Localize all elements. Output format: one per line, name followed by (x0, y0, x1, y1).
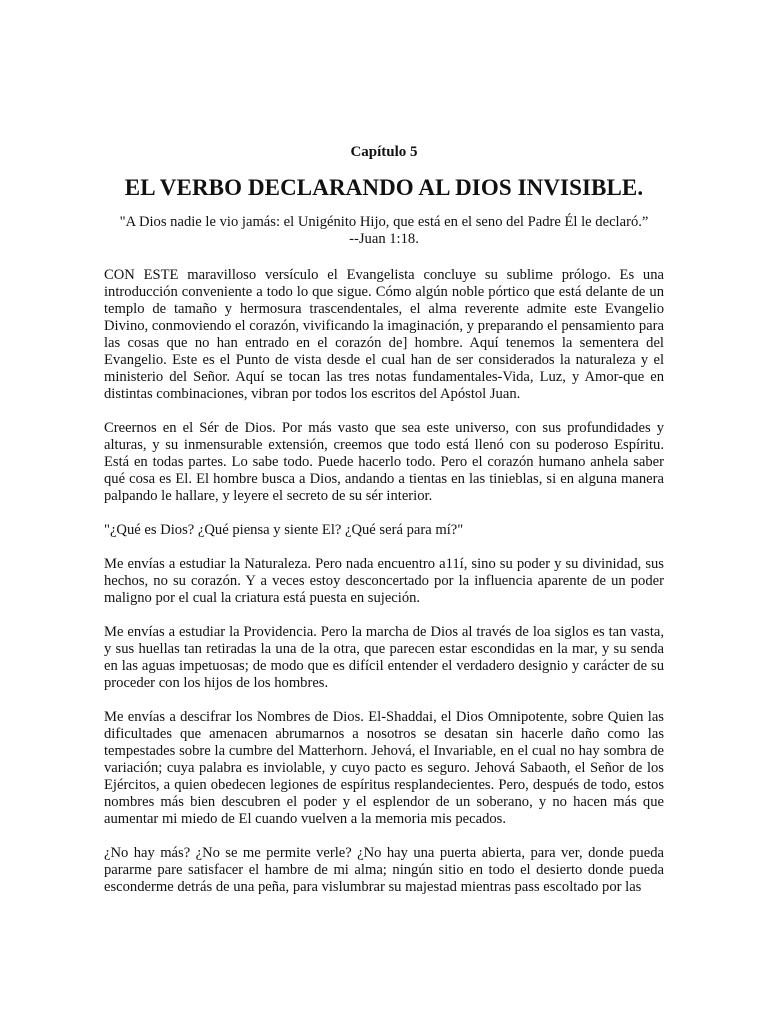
paragraph-2: Creernos en el Sér de Dios. Por más vasto que sea este universo, con sus profundidades y alturas, y su inmensurable extensión, creemos que todo está llenó con su poderoso Espíritu. Está en todas partes. Lo sabe todo. Puede hacerlo todo. Pero el corazón humano anhela saber qué cosa es El. El hombre busca a Dios, andando a tientas en las tinieblas, si en alguna manera palpando le hallare, y leyere el secreto de su sér interior. (104, 420, 664, 504)
paragraph-4: Me envías a estudiar la Naturaleza. Pero nada encuentro a11í, sino su poder y su divinidad, sus hechos, no su corazón. Y a veces estoy desconcertado por la influencia aparente de un poder maligno por el cual la criatura está puesta en sujeción. (104, 556, 664, 606)
chapter-title: EL VERBO DECLARANDO AL DIOS INVISIBLE. (124, 175, 644, 200)
paragraph-6: Me envías a descifrar los Nombres de Dios. El-Shaddai, el Dios Omnipotente, sobre Quien las dificultades que amenacen abrumarnos a nosotros se desatan sin hacerle daño como las tempestades sobre la cumbre del Matterhorn. Jehová, el Invariable, en el cual no hay sombra de variación; cuya palabra es inviolable, y cuyo pacto es seguro. Jehová Sabaoth, el Señor de los Ejércitos, a quien obedecen legiones de espíritus resplandecientes. Pero, después de todo, estos nombres más bien descubren el poder y el esplendor de un soberano, y no hacen más que aumentar mi miedo de El cuando vuelven a la memoria mis pecados. (104, 709, 664, 827)
epigraph-reference: --Juan 1:18. (349, 231, 419, 247)
chapter-label: Capítulo 5 (350, 144, 418, 160)
paragraph-7: ¿No hay más? ¿No se me permite verle? ¿No hay una puerta abierta, para ver, donde pueda pararme pare satisfacer el hambre de mi alma; ningún sitio en todo el desierto donde pueda esconderme detrás de una peña, para vislumbrar su majestad mientras pass escoltado por las (104, 845, 664, 895)
paragraph-5: Me envías a estudiar la Providencia. Pero la marcha de Dios al través de loa siglos es tan vasta, y sus huellas tan retiradas la una de la otra, que parecen estar escondidas en la mar, y su senda en las aguas impetuosas; de modo que es difícil entender el verdadero designio y carácter de su proceder con los hijos de los hombres. (104, 624, 664, 691)
paragraph-1: CON ESTE maravilloso versículo el Evangelista concluye su sublime prólogo. Es una introducción conveniente a todo lo que sigue. Cómo algún noble pórtico que está delante de un templo de tamaño y hermosura trascendentales, el alma reverente admite este Evangelio Divino, conmoviendo el corazón, vivificando la imaginación, y preparando el pensamiento para las cosas que no han entrado en el corazón de] hombre. Aquí tenemos la sementera del Evangelio. Este es el Punto de vista desde el cual han de ser considerados la naturaleza y el ministerio del Señor. Aquí se tocan las tres notas fundamentales-Vida, Luz, y Amor-que en distintas combinaciones, vibran por todos los escritos del Apóstol Juan. (104, 267, 664, 402)
epigraph-quote: "A Dios nadie le vio jamás: el Unigénito Hijo, que está en el seno del Padre Él le declaró.” (119, 214, 649, 230)
epigraph (104, 214, 664, 248)
paragraph-3: "¿Qué es Dios? ¿Qué piensa y siente El? ¿Qué será para mí?" (104, 522, 464, 538)
